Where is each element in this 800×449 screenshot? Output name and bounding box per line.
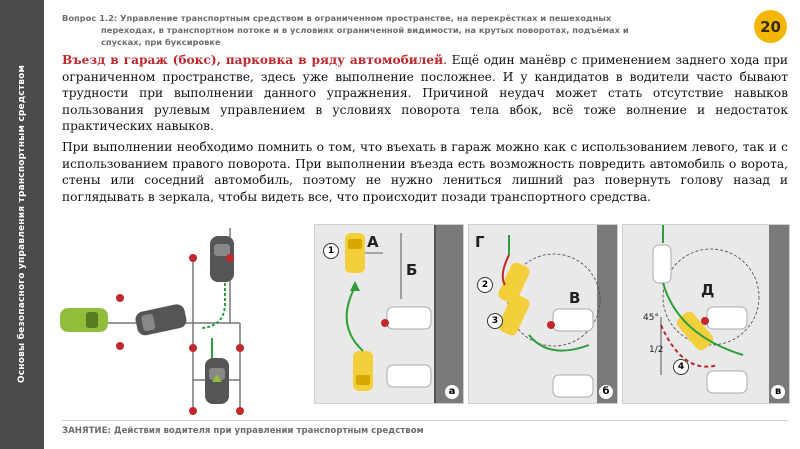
paragraph-1 (62, 52, 788, 135)
car-icon (205, 358, 229, 404)
panel-letter: а (445, 385, 459, 399)
half-label: 1/2 (649, 345, 664, 355)
car-icon (707, 371, 747, 393)
header-line-2: переходах, в транспортном потоке и в условиях ограниченной видимости, на крутых поворотах, подъёмах и (101, 25, 629, 35)
paragraph-2: При выполнении необходимо помнить о том, что въехать в гараж можно как с использованием левого, так и с использованием правого поворота. При выполнении въезда есть возможность повредить автомобиль о ворота, стены или соседний автомобиль, поэтому не нужно лениться лишний раз повернуть голову назад и поглядывать в зеркала, чтобы видеть все, что происходит позади транспортного средства. (62, 139, 788, 204)
label-b: Б (406, 261, 418, 279)
car-icon (653, 245, 671, 283)
panel-letter: б (599, 385, 613, 399)
body-text (62, 52, 788, 209)
sidebar-title: Основы безопасного управления транспортным средством (17, 64, 27, 384)
slide-header (62, 12, 732, 48)
car-icon (353, 351, 373, 391)
footer-divider (62, 420, 788, 421)
label-g: Г (475, 233, 485, 251)
header-line-1: Вопрос 1.2: Управление транспортным средством в ограниченном пространстве, на перекрёстках и пешеходных (62, 13, 612, 23)
paragraph-1-text: . Ещё один манёвр с применением заднего хода при ограниченном пространстве, здесь уже выполнение посложнее. И у кандидатов в водители часто бывают трудности при выполнении данного упражнения. Причиной неудач может стать отсутствие навыков пользования рулевым управлением в условиях поворота тела вбок, всё тоже волнение и недостаток практических навыков. (62, 53, 788, 134)
panel-c (622, 224, 790, 404)
panel-a (314, 224, 464, 404)
lead-heading: Въезд в гараж (бокс), парковка в ряду автомобилей (62, 53, 444, 67)
car-icon (707, 307, 747, 329)
car-icon (387, 307, 431, 329)
step-3-label: 3 (487, 313, 503, 329)
car-icon (134, 303, 188, 337)
step-4-label: 4 (673, 359, 689, 375)
page-number-badge: 20 (754, 10, 787, 43)
car-icon (553, 309, 593, 331)
garage-entry-diagram (50, 228, 310, 428)
car-icon (496, 293, 531, 338)
panel-b (468, 224, 618, 404)
angle-label: 45° (643, 313, 659, 323)
footer-text: ЗАНЯТИЕ: Действия водителя при управлении транспортным средством (62, 426, 424, 436)
car-icon (60, 308, 108, 332)
car-icon (345, 233, 365, 273)
label-d: Д (701, 281, 715, 299)
label-a: А (367, 233, 379, 251)
step-1-label: 1 (323, 243, 339, 259)
header-line-3: спусках, при буксировке (101, 37, 221, 47)
label-v: В (569, 289, 581, 307)
car-icon (553, 375, 593, 397)
sidebar (0, 0, 44, 449)
car-icon (387, 365, 431, 387)
step-2-label: 2 (477, 277, 493, 293)
panel-letter: в (771, 385, 785, 399)
